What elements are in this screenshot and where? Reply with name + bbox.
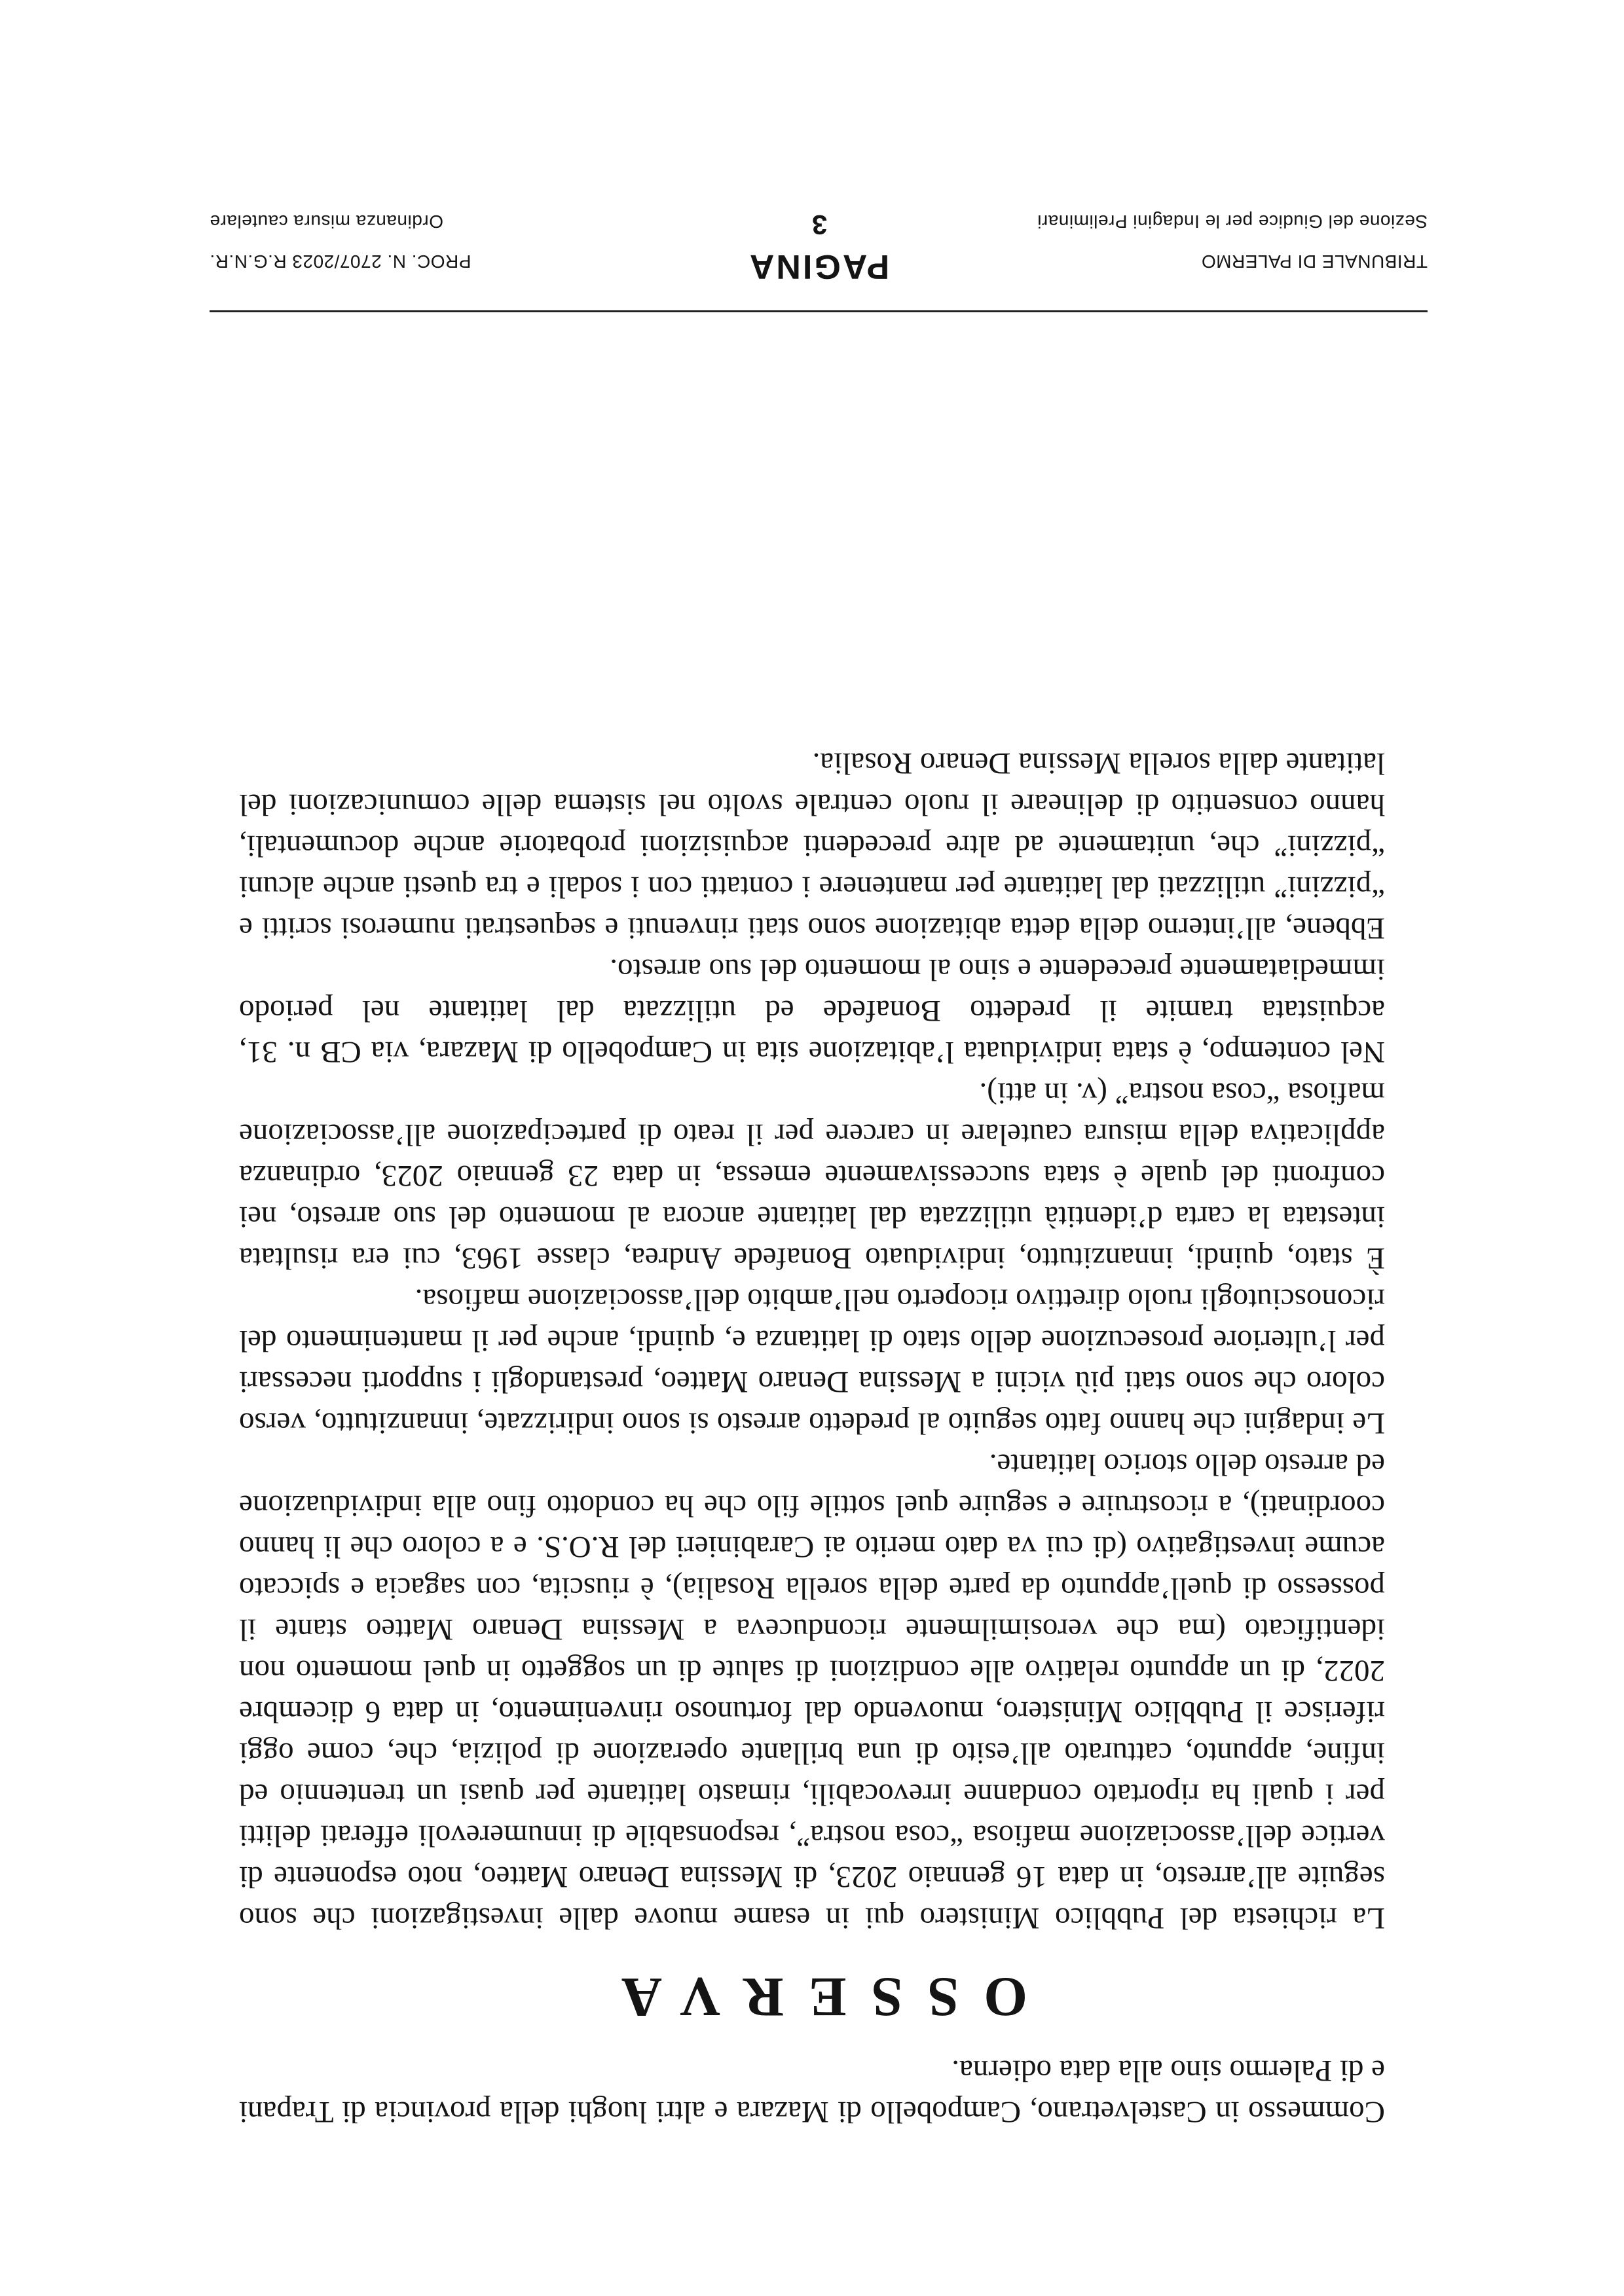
proceeding-number: PROC. N. 2707/2023 R.G.N.R. (210, 251, 471, 272)
intro-paragraph: Commesso in Castelvetrano, Campobello di Mazara e altri luoghi della provincia di Trapani e di Palermo sino alla data odierna. (239, 2054, 1385, 2129)
paragraph-4: Nel contempo, è stata individuata l’abitazione sita in Campobello di Mazara, via CB n. 31, acquistata tramite il predetto Bonafede ed utilizzata dal latitante nel periodo immediatamente precedente e sino al momento del suo arresto. (239, 953, 1385, 1069)
court-section: Sezione del Giudice per le Indagini Preliminari (1037, 211, 1428, 232)
header-divider (210, 310, 1428, 312)
court-name: TRIBUNALE DI PALERMO (1201, 251, 1428, 272)
paragraph-3: È stato, quindi, innanzitutto, individuato Bonafede Andrea, classe 1963, cui era risultata intestata la carta d’identità utilizzata dal latitante ancora al momento del suo arresto, nei confronti del quale è stata successivamente emessa, in data 23 gennaio 2023, ordinanza applicativa della misura cautelare in carcere per il reato di partecipazione all’associazione mafiosa “cosa nostra” (v. in atti). (239, 1076, 1385, 1275)
page-label: PAGINA (747, 247, 890, 285)
page-header (210, 181, 1428, 312)
page-number: 3 (809, 210, 828, 240)
document-type: Ordinanza misura cautelare (210, 211, 443, 232)
paragraph-2: Le indagini che hanno fatto seguito al predetto arresto si sono indirizzate, innanzitutto, verso coloro che sono stati più vicini a Messina Denaro Matteo, prestandogli i supporti necessari per l’ulteriore prosecuzione dello stato di latitanza e, quindi, anche per il mantenimento del riconosciutogli ruolo direttivo ricoperto nell’ambito dell’associazione mafiosa. (239, 1283, 1385, 1440)
paragraph-1: La richiesta del Pubblico Ministero qui in esame muove dalle investigazioni che sono seguite all’arresto, in data 16 gennaio 2023, di Messina Denaro Matteo, noto esponente di vertice dell’associazione mafiosa “cosa nostra”, responsabile di innumerevoli efferati delitti per i quali ha riportato condanne irrevocabili, rimasto latitante per quasi un trentennio ed infine, appunto, catturato all’esito di una brillante operazione di polizia, che, come oggi riferisce il Pubblico Ministero, muovendo dal fortunoso rinvenimento, in data 6 dicembre 2022, di un appunto relativo alle condizioni di salute di un soggetto in quel momento non identificato (ma che verosimilmente riconduceva a Messina Denaro Matteo stante il possesso di quell’appunto da parte della sorella Rosalia), è riuscita, con sagacia e spiccato acume investigativo (di cui va dato merito ai Carabinieri del R.O.S. e a coloro che li hanno coordinati), a ricostruire e seguire quel sottile filo che ha condotto fino alla individuazione ed arresto dello storico latitante. (239, 1448, 1385, 1935)
paragraph-5: Ebbene, all’interno della detta abitazione sono stati rinvenuti e sequestrati numerosi scritti e “pizzini” utilizzati dal latitante per mantenere i contatti con i sodali e tra questi anche alcuni “pizzini” che, unitamente ad altre precedenti acquisizioni probatorie anche documentali, hanno consentito di delineare il ruolo centrale svolto nel sistema delle comunicazioni del latitante dalla sorella Messina Denaro Rosalia. (239, 746, 1385, 945)
header-row-top (210, 247, 1428, 286)
section-title: OSSERVA (596, 1966, 1028, 2029)
document-body (239, 742, 1385, 2132)
header-row-bottom (210, 209, 1428, 240)
